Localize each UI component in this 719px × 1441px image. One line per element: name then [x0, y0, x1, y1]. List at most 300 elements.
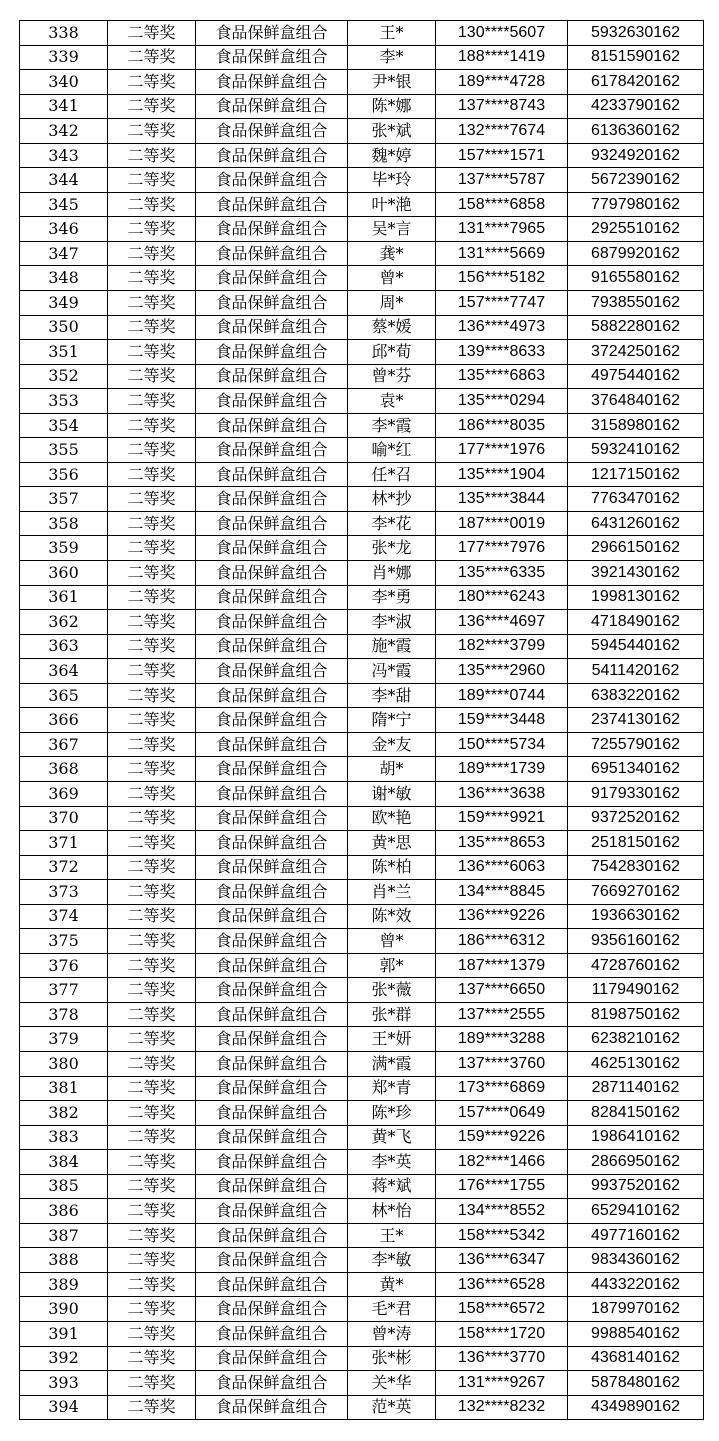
row-number: 357: [20, 487, 108, 512]
winner-phone: 136****3770: [436, 1346, 568, 1371]
order-code: 2374130162: [568, 708, 704, 733]
row-number: 381: [20, 1076, 108, 1101]
order-code: 2925510162: [568, 217, 704, 242]
row-number: 375: [20, 929, 108, 954]
winner-name: 吴*言: [348, 217, 436, 242]
prize-level: 二等奖: [108, 1027, 196, 1052]
order-code: 7542830162: [568, 855, 704, 880]
prize-level: 二等奖: [108, 1076, 196, 1101]
row-number: 356: [20, 462, 108, 487]
row-number: 341: [20, 94, 108, 119]
winner-name: 张*薇: [348, 978, 436, 1003]
order-code: 8198750162: [568, 1002, 704, 1027]
winner-phone: 137****5787: [436, 168, 568, 193]
winner-name: 黄*飞: [348, 1125, 436, 1150]
winner-name: 毛*君: [348, 1297, 436, 1322]
row-number: 376: [20, 953, 108, 978]
table-row: [20, 781, 704, 806]
table-row: [20, 291, 704, 316]
order-code: 4349890162: [568, 1395, 704, 1420]
winner-name: 林*抄: [348, 487, 436, 512]
row-number: 392: [20, 1346, 108, 1371]
prize-level: 二等奖: [108, 1346, 196, 1371]
winner-phone: 134****8552: [436, 1199, 568, 1224]
prize-level: 二等奖: [108, 1223, 196, 1248]
winner-name: 李*勇: [348, 585, 436, 610]
row-number: 347: [20, 241, 108, 266]
order-code: 6136360162: [568, 119, 704, 144]
row-number: 383: [20, 1125, 108, 1150]
row-number: 385: [20, 1174, 108, 1199]
winner-name: 张*群: [348, 1002, 436, 1027]
prize-level: 二等奖: [108, 806, 196, 831]
prize-level: 二等奖: [108, 389, 196, 414]
table-row: [20, 1101, 704, 1126]
prize-level: 二等奖: [108, 511, 196, 536]
prize-level: 二等奖: [108, 683, 196, 708]
row-number: 380: [20, 1051, 108, 1076]
winner-name: 范*英: [348, 1395, 436, 1420]
winner-name: 毕*玲: [348, 168, 436, 193]
table-row: [20, 1027, 704, 1052]
prize-level: 二等奖: [108, 487, 196, 512]
winner-name: 冯*霞: [348, 659, 436, 684]
prize-item: 食品保鲜盒组合: [196, 413, 348, 438]
winner-name: 周*: [348, 291, 436, 316]
row-number: 343: [20, 143, 108, 168]
row-number: 387: [20, 1223, 108, 1248]
row-number: 339: [20, 45, 108, 70]
prize-level: 二等奖: [108, 732, 196, 757]
order-code: 1998130162: [568, 585, 704, 610]
prize-level: 二等奖: [108, 1199, 196, 1224]
prize-level: 二等奖: [108, 561, 196, 586]
prize-level: 二等奖: [108, 610, 196, 635]
order-code: 2871140162: [568, 1076, 704, 1101]
prize-level: 二等奖: [108, 1002, 196, 1027]
prize-item: 食品保鲜盒组合: [196, 1076, 348, 1101]
prize-item: 食品保鲜盒组合: [196, 929, 348, 954]
order-code: 9324920162: [568, 143, 704, 168]
order-code: 9165580162: [568, 266, 704, 291]
table-row: [20, 1002, 704, 1027]
prize-level: 二等奖: [108, 1101, 196, 1126]
order-code: 1879970162: [568, 1297, 704, 1322]
winner-phone: 157****1571: [436, 143, 568, 168]
winner-phone: 182****1466: [436, 1150, 568, 1175]
winner-phone: 177****1976: [436, 438, 568, 463]
prize-item: 食品保鲜盒组合: [196, 757, 348, 782]
table-row: [20, 806, 704, 831]
prize-level: 二等奖: [108, 1125, 196, 1150]
prize-item: 食品保鲜盒组合: [196, 1272, 348, 1297]
order-code: 5945440162: [568, 634, 704, 659]
winner-phone: 158****6572: [436, 1297, 568, 1322]
table-row: [20, 1199, 704, 1224]
winner-name: 魏*婷: [348, 143, 436, 168]
row-number: 344: [20, 168, 108, 193]
winner-name: 曾*: [348, 929, 436, 954]
row-number: 388: [20, 1248, 108, 1273]
prize-level: 二等奖: [108, 315, 196, 340]
prize-item: 食品保鲜盒组合: [196, 978, 348, 1003]
prize-item: 食品保鲜盒组合: [196, 585, 348, 610]
prize-item: 食品保鲜盒组合: [196, 1027, 348, 1052]
row-number: 391: [20, 1321, 108, 1346]
prize-item: 食品保鲜盒组合: [196, 1199, 348, 1224]
table-row: [20, 1371, 704, 1396]
winner-name: 王*妍: [348, 1027, 436, 1052]
row-number: 362: [20, 610, 108, 635]
prize-item: 食品保鲜盒组合: [196, 1321, 348, 1346]
winner-name: 肖*娜: [348, 561, 436, 586]
prize-item: 食品保鲜盒组合: [196, 266, 348, 291]
winner-name: 张*龙: [348, 536, 436, 561]
prize-level: 二等奖: [108, 45, 196, 70]
order-code: 7669270162: [568, 880, 704, 905]
table-row: [20, 953, 704, 978]
winner-phone: 189****1739: [436, 757, 568, 782]
winner-phone: 186****8035: [436, 413, 568, 438]
winner-phone: 135****3844: [436, 487, 568, 512]
winner-name: 袁*: [348, 389, 436, 414]
winner-phone: 187****1379: [436, 953, 568, 978]
prize-level: 二等奖: [108, 1371, 196, 1396]
winner-phone: 137****6650: [436, 978, 568, 1003]
prize-level: 二等奖: [108, 438, 196, 463]
row-number: 340: [20, 70, 108, 95]
winner-name: 黄*: [348, 1272, 436, 1297]
prize-item: 食品保鲜盒组合: [196, 168, 348, 193]
prize-item: 食品保鲜盒组合: [196, 487, 348, 512]
row-number: 378: [20, 1002, 108, 1027]
prize-level: 二等奖: [108, 291, 196, 316]
winner-name: 李*花: [348, 511, 436, 536]
table-row: [20, 315, 704, 340]
winner-name: 龚*: [348, 241, 436, 266]
prize-level: 二等奖: [108, 1174, 196, 1199]
table-row: [20, 168, 704, 193]
prize-item: 食品保鲜盒组合: [196, 1371, 348, 1396]
winner-phone: 131****9267: [436, 1371, 568, 1396]
table-row: [20, 487, 704, 512]
winner-phone: 186****6312: [436, 929, 568, 954]
prize-item: 食品保鲜盒组合: [196, 1248, 348, 1273]
winner-phone: 135****6863: [436, 364, 568, 389]
winner-name: 满*霞: [348, 1051, 436, 1076]
table-row: [20, 1223, 704, 1248]
row-number: 342: [20, 119, 108, 144]
order-code: 3921430162: [568, 561, 704, 586]
row-number: 368: [20, 757, 108, 782]
table-row: [20, 70, 704, 95]
prize-level: 二等奖: [108, 904, 196, 929]
row-number: 350: [20, 315, 108, 340]
order-code: 4433220162: [568, 1272, 704, 1297]
winner-phone: 150****5734: [436, 732, 568, 757]
prize-item: 食品保鲜盒组合: [196, 315, 348, 340]
winner-phone: 159****9226: [436, 1125, 568, 1150]
prize-item: 食品保鲜盒组合: [196, 1346, 348, 1371]
winner-name: 郑*青: [348, 1076, 436, 1101]
order-code: 4368140162: [568, 1346, 704, 1371]
winner-phone: 159****9921: [436, 806, 568, 831]
winner-name: 陈*柏: [348, 855, 436, 880]
winner-phone: 137****2555: [436, 1002, 568, 1027]
winner-name: 任*召: [348, 462, 436, 487]
table-row: [20, 757, 704, 782]
order-code: 3158980162: [568, 413, 704, 438]
winner-name: 邱*荀: [348, 340, 436, 365]
order-code: 4625130162: [568, 1051, 704, 1076]
row-number: 364: [20, 659, 108, 684]
prize-item: 食品保鲜盒组合: [196, 855, 348, 880]
row-number: 346: [20, 217, 108, 242]
order-code: 6951340162: [568, 757, 704, 782]
table-row: [20, 241, 704, 266]
winner-phone: 137****3760: [436, 1051, 568, 1076]
row-number: 386: [20, 1199, 108, 1224]
order-code: 1217150162: [568, 462, 704, 487]
winner-name: 李*: [348, 45, 436, 70]
prize-level: 二等奖: [108, 708, 196, 733]
prize-item: 食品保鲜盒组合: [196, 536, 348, 561]
table-row: [20, 610, 704, 635]
winner-name: 陈*效: [348, 904, 436, 929]
order-code: 6879920162: [568, 241, 704, 266]
prize-level: 二等奖: [108, 929, 196, 954]
table-row: [20, 634, 704, 659]
order-code: 1986410162: [568, 1125, 704, 1150]
order-code: 6383220162: [568, 683, 704, 708]
winner-name: 金*友: [348, 732, 436, 757]
order-code: 9988540162: [568, 1321, 704, 1346]
prize-level: 二等奖: [108, 781, 196, 806]
prize-item: 食品保鲜盒组合: [196, 904, 348, 929]
table-row: [20, 585, 704, 610]
winner-phone: 189****3288: [436, 1027, 568, 1052]
prize-level: 二等奖: [108, 1051, 196, 1076]
prize-level: 二等奖: [108, 1297, 196, 1322]
row-number: 382: [20, 1101, 108, 1126]
winner-name: 王*: [348, 1223, 436, 1248]
row-number: 365: [20, 683, 108, 708]
winner-phone: 130****5607: [436, 21, 568, 46]
order-code: 7938550162: [568, 291, 704, 316]
row-number: 389: [20, 1272, 108, 1297]
prize-item: 食品保鲜盒组合: [196, 1125, 348, 1150]
row-number: 360: [20, 561, 108, 586]
row-number: 353: [20, 389, 108, 414]
order-code: 7763470162: [568, 487, 704, 512]
order-code: 5932410162: [568, 438, 704, 463]
table-row: [20, 94, 704, 119]
row-number: 354: [20, 413, 108, 438]
order-code: 1179490162: [568, 978, 704, 1003]
order-code: 5411420162: [568, 659, 704, 684]
row-number: 363: [20, 634, 108, 659]
prize-item: 食品保鲜盒组合: [196, 561, 348, 586]
prize-level: 二等奖: [108, 659, 196, 684]
order-code: 9372520162: [568, 806, 704, 831]
table-row: [20, 45, 704, 70]
table-row: [20, 880, 704, 905]
prize-item: 食品保鲜盒组合: [196, 340, 348, 365]
table-row: [20, 929, 704, 954]
prize-level: 二等奖: [108, 855, 196, 880]
winner-phone: 135****2960: [436, 659, 568, 684]
row-number: 358: [20, 511, 108, 536]
winner-name: 王*: [348, 21, 436, 46]
winner-phone: 158****5342: [436, 1223, 568, 1248]
row-number: 366: [20, 708, 108, 733]
order-code: 7797980162: [568, 192, 704, 217]
row-number: 352: [20, 364, 108, 389]
winner-name: 关*华: [348, 1371, 436, 1396]
winner-phone: 135****6335: [436, 561, 568, 586]
winner-phone: 136****9226: [436, 904, 568, 929]
prize-level: 二等奖: [108, 94, 196, 119]
winner-name: 李*霞: [348, 413, 436, 438]
winner-name: 谢*敏: [348, 781, 436, 806]
row-number: 379: [20, 1027, 108, 1052]
order-code: 6238210162: [568, 1027, 704, 1052]
winner-phone: 159****3448: [436, 708, 568, 733]
table-row: [20, 1125, 704, 1150]
winner-name: 蒋*斌: [348, 1174, 436, 1199]
prize-item: 食品保鲜盒组合: [196, 70, 348, 95]
table-row: [20, 1395, 704, 1420]
order-code: 7255790162: [568, 732, 704, 757]
winner-name: 李*甜: [348, 683, 436, 708]
table-row: [20, 1321, 704, 1346]
winner-phone: 176****1755: [436, 1174, 568, 1199]
row-number: 370: [20, 806, 108, 831]
winner-phone: 136****6063: [436, 855, 568, 880]
winner-phone: 187****0019: [436, 511, 568, 536]
row-number: 348: [20, 266, 108, 291]
table-row: [20, 119, 704, 144]
order-code: 4233790162: [568, 94, 704, 119]
table-row: [20, 266, 704, 291]
winner-phone: 136****3638: [436, 781, 568, 806]
winner-name: 欧*艳: [348, 806, 436, 831]
prize-item: 食品保鲜盒组合: [196, 610, 348, 635]
winner-phone: 173****6869: [436, 1076, 568, 1101]
prize-level: 二等奖: [108, 1272, 196, 1297]
order-code: 9834360162: [568, 1248, 704, 1273]
row-number: 369: [20, 781, 108, 806]
table-row: [20, 561, 704, 586]
winner-phone: 189****4728: [436, 70, 568, 95]
table-row: [20, 413, 704, 438]
table-row: [20, 904, 704, 929]
order-code: 4977160162: [568, 1223, 704, 1248]
order-code: 2518150162: [568, 831, 704, 856]
order-code: 2966150162: [568, 536, 704, 561]
prize-item: 食品保鲜盒组合: [196, 1395, 348, 1420]
table-row: [20, 21, 704, 46]
winner-name: 尹*银: [348, 70, 436, 95]
table-row: [20, 217, 704, 242]
order-code: 4718490162: [568, 610, 704, 635]
prize-item: 食品保鲜盒组合: [196, 634, 348, 659]
prize-item: 食品保鲜盒组合: [196, 438, 348, 463]
prize-level: 二等奖: [108, 831, 196, 856]
prize-item: 食品保鲜盒组合: [196, 1002, 348, 1027]
winner-name: 隋*宁: [348, 708, 436, 733]
prize-item: 食品保鲜盒组合: [196, 659, 348, 684]
table-row: [20, 855, 704, 880]
prize-item: 食品保鲜盒组合: [196, 880, 348, 905]
row-number: 393: [20, 1371, 108, 1396]
order-code: 5878480162: [568, 1371, 704, 1396]
row-number: 394: [20, 1395, 108, 1420]
winner-name: 曾*: [348, 266, 436, 291]
table-row: [20, 1346, 704, 1371]
prize-level: 二等奖: [108, 217, 196, 242]
prize-item: 食品保鲜盒组合: [196, 806, 348, 831]
winner-phone: 180****6243: [436, 585, 568, 610]
prize-item: 食品保鲜盒组合: [196, 683, 348, 708]
prize-item: 食品保鲜盒组合: [196, 143, 348, 168]
prize-item: 食品保鲜盒组合: [196, 831, 348, 856]
winner-name: 叶*滟: [348, 192, 436, 217]
table-row: [20, 732, 704, 757]
row-number: 345: [20, 192, 108, 217]
winner-phone: 157****0649: [436, 1101, 568, 1126]
table-row: [20, 708, 704, 733]
prize-item: 食品保鲜盒组合: [196, 217, 348, 242]
prize-item: 食品保鲜盒组合: [196, 291, 348, 316]
prize-item: 食品保鲜盒组合: [196, 1051, 348, 1076]
winner-phone: 134****8845: [436, 880, 568, 905]
order-code: 5882280162: [568, 315, 704, 340]
table-row: [20, 1297, 704, 1322]
winner-name: 李*英: [348, 1150, 436, 1175]
prize-level: 二等奖: [108, 1321, 196, 1346]
winner-name: 蔡*媛: [348, 315, 436, 340]
winner-name: 曾*芬: [348, 364, 436, 389]
prize-item: 食品保鲜盒组合: [196, 1223, 348, 1248]
order-code: 8151590162: [568, 45, 704, 70]
winner-name: 林*怡: [348, 1199, 436, 1224]
winner-phone: 189****0744: [436, 683, 568, 708]
winner-name: 李*淑: [348, 610, 436, 635]
prize-item: 食品保鲜盒组合: [196, 45, 348, 70]
row-number: 372: [20, 855, 108, 880]
order-code: 3764840162: [568, 389, 704, 414]
prize-level: 二等奖: [108, 70, 196, 95]
table-row: [20, 1150, 704, 1175]
prize-item: 食品保鲜盒组合: [196, 781, 348, 806]
table-row: [20, 683, 704, 708]
prize-item: 食品保鲜盒组合: [196, 511, 348, 536]
row-number: 390: [20, 1297, 108, 1322]
prize-level: 二等奖: [108, 757, 196, 782]
prize-item: 食品保鲜盒组合: [196, 462, 348, 487]
table-row: [20, 462, 704, 487]
winner-phone: 131****7965: [436, 217, 568, 242]
prize-item: 食品保鲜盒组合: [196, 192, 348, 217]
prize-level: 二等奖: [108, 462, 196, 487]
prize-item: 食品保鲜盒组合: [196, 708, 348, 733]
prize-level: 二等奖: [108, 1395, 196, 1420]
order-code: 9356160162: [568, 929, 704, 954]
winner-phone: 135****8653: [436, 831, 568, 856]
winner-name: 郭*: [348, 953, 436, 978]
prize-level: 二等奖: [108, 536, 196, 561]
